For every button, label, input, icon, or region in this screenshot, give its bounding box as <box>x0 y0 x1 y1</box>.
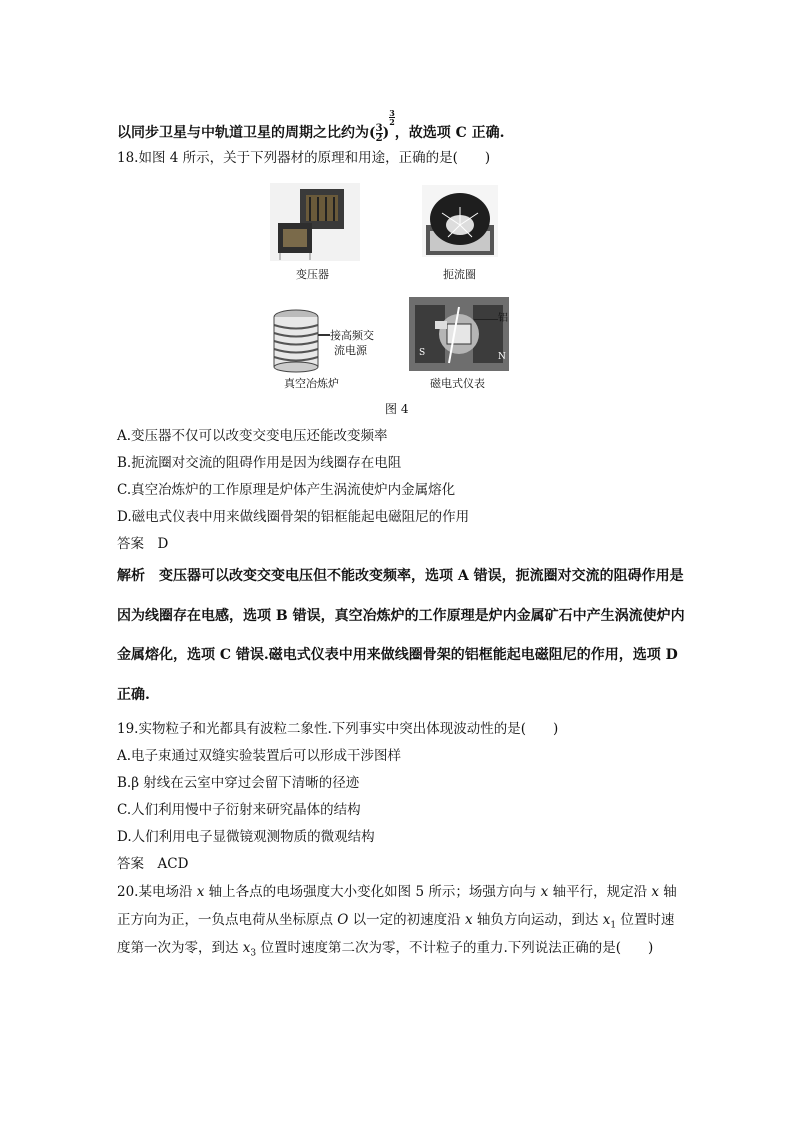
q19-option-d: D.人们利用电子显微镜观测物质的微观结构 <box>117 829 375 845</box>
furnace-label-line2: 流电源 <box>334 344 367 357</box>
q18-answer: 答案 D <box>117 536 169 552</box>
caption-meter: 磁电式仪表 <box>430 377 485 390</box>
q18-option-a: A.变压器不仅可以改变交变电压还能改变频率 <box>117 428 388 444</box>
q18-stem: 18.如图 4 所示，关于下列器材的原理和用途，正确的是( ) <box>117 150 491 166</box>
q19-option-b: B.β 射线在云室中穿过会留下清晰的径迹 <box>117 775 360 791</box>
q18-analysis-line2: 因为线圈存在电感，选项 B 错误，真空冶炼炉的工作原理是炉内金属矿石中产生涡流使炉内 <box>117 608 685 624</box>
q19-option-c: C.人们利用慢中子衍射来研究晶体的结构 <box>117 802 361 818</box>
furnace-label-line <box>318 334 330 336</box>
top-line: 以同步卫星与中轨道卫星的周期之比约为( $\frac{3}{2}$ ) $\frac{3}{2}$ ，故选项 C 正确. <box>117 108 505 144</box>
q19-option-a: A.电子束通过双缝实验装置后可以形成干涉图样 <box>117 748 402 764</box>
meter-label-s: S <box>419 348 426 358</box>
q20-line3: 度第一次为零，到达 $x_3$ 位置时速度第二次为零，不计粒子的重力.下列说法正确的是( ) <box>117 940 654 959</box>
caption-choke: 扼流圈 <box>443 268 476 281</box>
q18-analysis-line4: 正确. <box>117 687 150 703</box>
caption-furnace: 真空冶炼炉 <box>284 377 339 390</box>
figure-number: 图 4 <box>385 402 409 416</box>
exponent: $\frac{3}{2}$ <box>389 108 395 127</box>
caption-transformer: 变压器 <box>296 268 329 281</box>
top-line-suffix: ，故选项 C 正确. <box>394 125 505 141</box>
q20-line1: 20.某电场沿 x 轴上各点的电场强度大小变化如图 5 所示；场强方向与 x 轴平行，规定沿 x 轴 <box>117 884 677 900</box>
q19-stem: 19.实物粒子和光都具有波粒二象性.下列事实中突出体现波动性的是( ) <box>117 721 559 737</box>
top-line-prefix: 以同步卫星与中轨道卫星的周期之比约为( <box>117 125 376 141</box>
q18-option-d: D.磁电式仪表中用来做线圈骨架的铝框能起电磁阻尼的作用 <box>117 509 470 525</box>
q20-line2: 正方向为正，一负点电荷从坐标原点 O 以一定的初速度沿 x 轴负方向运动，到达 $x_1$ 位置时速 <box>117 912 675 931</box>
furnace-image <box>270 305 322 373</box>
fraction: $\frac{3}{2}$ <box>375 122 383 144</box>
q18-option-c: C.真空冶炼炉的工作原理是炉体产生涡流使炉内金属熔化 <box>117 482 456 498</box>
transformer-image <box>270 183 360 261</box>
q19-answer: 答案 ACD <box>117 856 189 872</box>
furnace-label-line1: 接高频交 <box>330 329 374 342</box>
q18-analysis-line3: 金属熔化，选项 C 错误.磁电式仪表中用来做线圈骨架的铝框能起电磁阻尼的作用，选项 D <box>117 647 678 663</box>
q18-option-b: B.扼流圈对交流的阻碍作用是因为线圈存在电阻 <box>117 455 402 471</box>
meter-label-al: 铝 <box>498 313 508 324</box>
meter-label-line <box>474 319 498 320</box>
q18-analysis-line1: 解析 变压器可以改变交变电压但不能改变频率，选项 A 错误，扼流圈对交流的阻碍作用是 <box>117 568 684 584</box>
meter-label-n: N <box>498 352 506 362</box>
choke-image <box>422 185 498 257</box>
